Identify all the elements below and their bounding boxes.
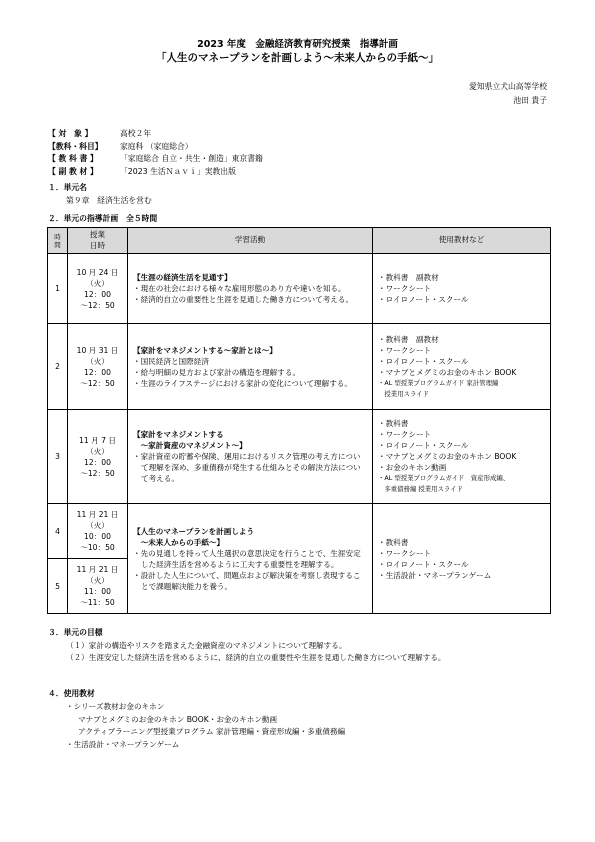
col-header-activity: 学習活動 [128,228,373,254]
materials-line: マナブとメグミのお金のキホン BOOK・お金のキホン動画 [78,714,278,724]
page-title: 2023 年度 金融経済教育研究授業 指導計画 [197,39,398,50]
meta-key: 【 対 象 】 [48,129,93,138]
row-date: 10 月 24 日 （火） 12：00 ～12：50 [68,254,128,324]
goal-item: （１）家計の構造やリスクを踏まえた金融資産のマネジメントについて理解する。 [66,641,347,650]
col-header-hours: 時 間 [48,228,68,254]
page-subtitle: 「人生のマネープランを計画しよう～未来人からの手紙～」 [156,52,439,64]
table-row [48,410,551,504]
col-header-materials: 使用教材など [373,228,551,254]
row-date: 11 月 7 日 （火） 12：00 ～12：50 [68,410,128,504]
row-materials: ・教科書 副教材 ・ワークシート ・ロイロノート・スクール ・マナブとメグミのお金のキホン BOOK ・AL 型授業プログラムガイド 家計管理編 授業用スライド [373,324,551,410]
meta-value: 家庭科 （家庭総合） [120,141,193,151]
row-activity: 【家計をマネジメントする～家計とは～】 ・国民経済と国際経済 ・給与明細の見方および家計の構造を理解する。 ・生涯のライフステージにおける家計の変化について理解する。 [128,324,373,410]
row-materials: ・教科書 副教材 ・ワークシート ・ロイロノート・スクール [373,254,551,324]
meta-value: 「家庭総合 自立・共生・創造」東京書籍 [120,154,263,163]
row-number: 5 [48,559,68,614]
meta-row [48,166,263,179]
section-heading-goals: ３．単元の目標 [48,628,103,637]
materials-line: ・シリーズ教材お金のキホン [66,702,165,711]
meta-key: 【 教 科 書 】 [48,154,98,163]
section-heading-unit: １．単元名 [48,183,87,192]
table-header-row [48,228,551,254]
row-materials: ・教科書 ・ワークシート ・ロイロノート・スクール ・マナブとメグミのお金のキホン BOOK ・お金のキホン動画 ・AL 型授業プログラムガイド 資産形成編、 多重債務編 授業用スライド [373,410,551,504]
meta-row [48,128,263,141]
row-number: 3 [48,410,68,504]
row-number: 2 [48,324,68,410]
row-date: 11 月 21 日 （火） 11：00 ～11：50 [68,559,128,614]
author-name: 池田 貴子 [513,96,547,105]
merged-materials: ・教科書 ・ワークシート ・ロイロノート・スクール ・生活設計・マネープランゲーム [373,504,551,614]
meta-value: 「2023 生活Ｎａｖｉ」実教出版 [120,166,236,176]
plan-table [47,227,551,614]
row-number: 1 [48,254,68,324]
table-row [48,324,551,410]
merged-activity: 【人生のマネープランを計画しよう ～未来人からの手紙～】 ・先の見通しを持って人生選択の意思決定を行うことで、生涯安定した経済生活を営めるように工夫する重要性を理解する。 ・設計した人生について、問題点および解決策を考察し表現することで課題解決能力を養う。 [128,504,373,614]
goals-list [66,640,550,664]
meta-key: 【 副 教 材 】 [48,166,98,176]
col-header-date: 授業 日時 [68,228,128,254]
meta-value: 高校２年 [120,129,152,138]
unit-name: 第９章 経済生活を営む [66,196,152,205]
row-date: 10 月 31 日 （火） 12：00 ～12：50 [68,324,128,410]
school-name: 愛知県立犬山高等学校 [469,82,547,91]
materials-list [66,701,345,751]
meta-row [48,141,263,154]
goal-item: （２）生涯安定した経済生活を営めるように、経済的自立の重要性や生涯を見通した働き方について理解する。 [66,653,446,662]
meta-block [48,128,263,178]
row-number: 4 [48,504,68,559]
materials-line: ・生活設計・マネープランゲーム [66,739,180,749]
section-heading-plan: ２．単元の指導計画 全５時間 [48,214,158,223]
meta-row [48,153,263,166]
section-heading-materials: ４．使用教材 [48,689,95,698]
table-row [48,254,551,324]
materials-line: アクティブラーニング型授業プログラム 家計管理編・資産形成編・多重債務編 [78,727,346,736]
row-activity: 【家計をマネジメントする ～家計資産のマネジメント～】 ・家計資産の貯蓄や保険、運用におけるリスク管理の考え方について理解を深め、多重債務が発生する仕組みとその解決方法について考える。 [128,410,373,504]
table-row [48,504,551,559]
row-date: 11 月 21 日 （火） 10：00 ～10：50 [68,504,128,559]
row-activity: 【生涯の経済生活を見通す】 ・現在の社会における様々な雇用形態のあり方や違いを知る。 ・経済的自立の重要性と生涯を見通した働き方について考える。 [128,254,373,324]
meta-key: 【教科・科目】 [48,141,103,151]
